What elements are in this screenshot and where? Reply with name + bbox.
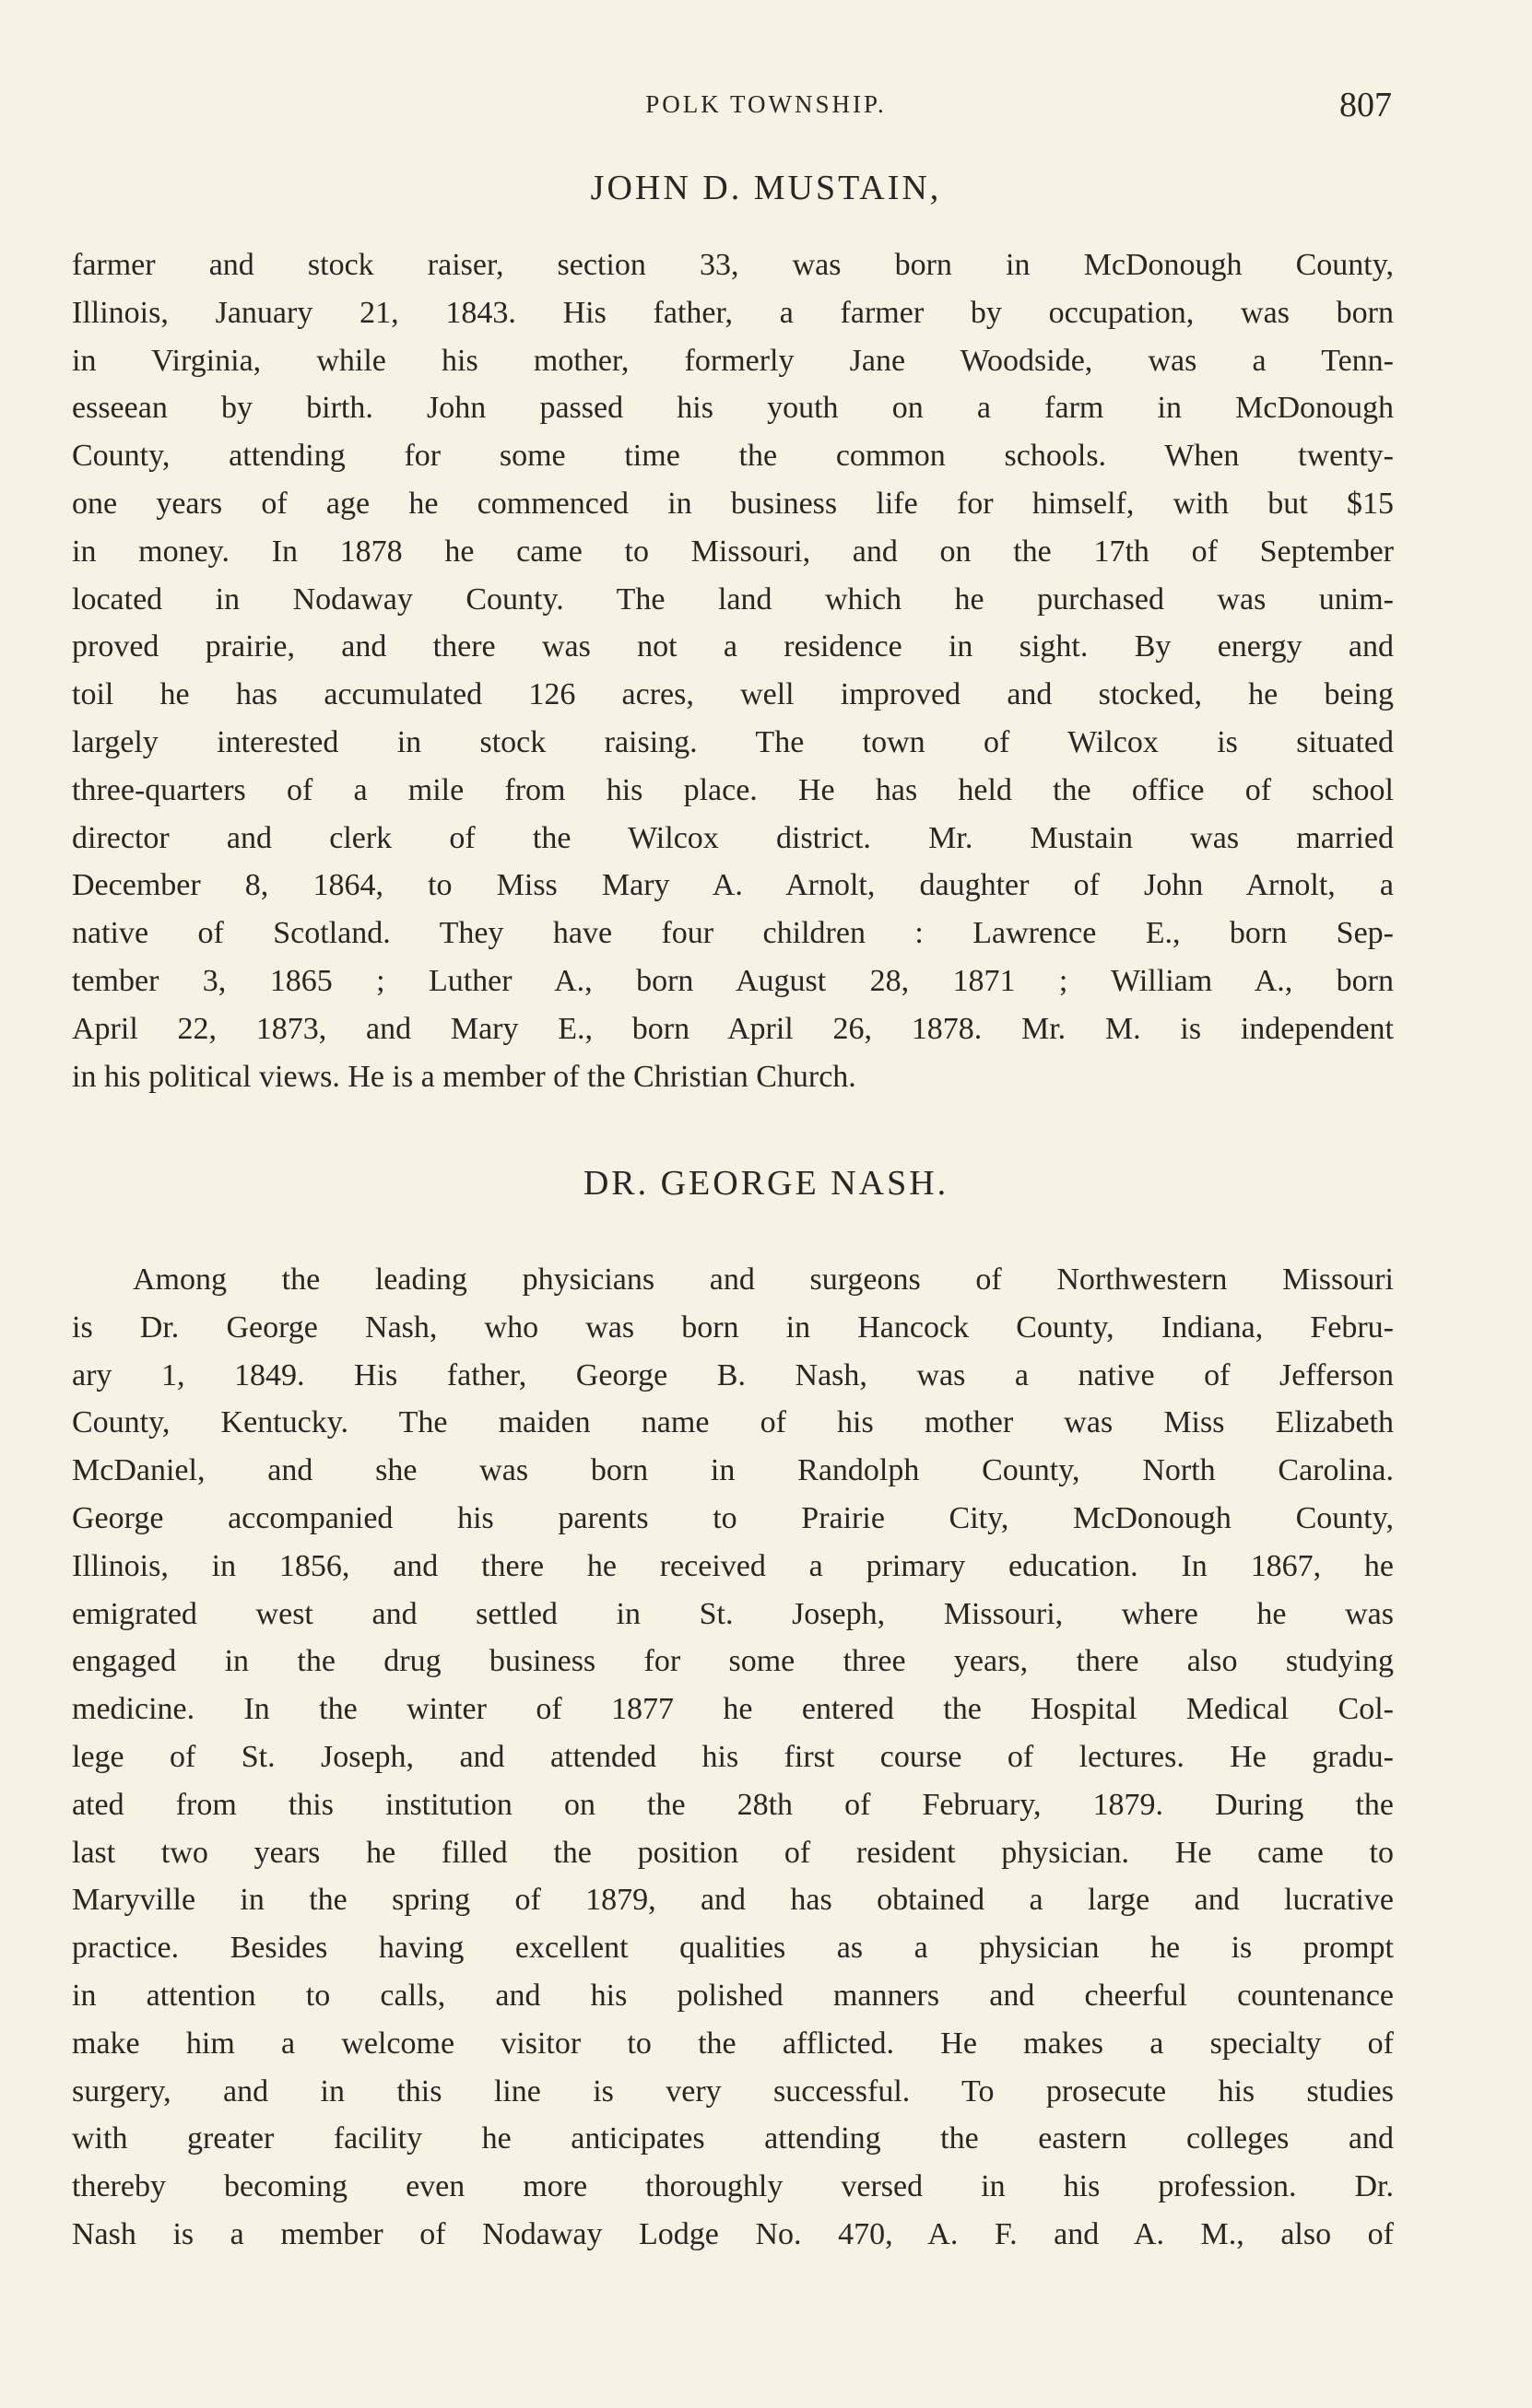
text-line: last two years he filled the position of resident physician. He came to: [72, 1835, 1394, 1870]
text-line: largely interested in stock raising. The town of Wilcox is situated: [72, 724, 1394, 759]
text-line: Illinois, in 1856, and there he received a primary education. In 1867, he: [72, 1548, 1394, 1583]
text-line: ary 1, 1849. His father, George B. Nash, was a native of Jefferson: [72, 1357, 1394, 1392]
text-line: medicine. In the winter of 1877 he entered the Hospital Medical Col-: [72, 1692, 1394, 1727]
page-number: 807: [1339, 86, 1392, 124]
section-heading-nash: DR. GEORGE NASH.: [583, 1164, 949, 1203]
text-line: director and clerk of the Wilcox district. Mr. Mustain was married: [72, 820, 1394, 855]
text-line: Maryville in the spring of 1879, and has obtained a large and lucrative: [72, 1883, 1394, 1918]
text-line: proved prairie, and there was not a residence in sight. By energy and: [72, 629, 1394, 664]
text-line: make him a welcome visitor to the afflicted. He makes a specialty of: [72, 2026, 1394, 2061]
text-line: located in Nodaway County. The land which he purchased was unim-: [72, 581, 1394, 617]
text-line: thereby becoming even more thoroughly versed in his profession. Dr.: [72, 2169, 1394, 2204]
text-line: toil he has accumulated 126 acres, well improved and stocked, he being: [72, 677, 1394, 712]
text-line: in money. In 1878 he came to Missouri, and on the 17th of September: [72, 534, 1394, 569]
running-title: POLK TOWNSHIP.: [645, 90, 887, 118]
text-line: in his political views. He is a member of the Christian Church.: [72, 1059, 856, 1094]
text-line: in attention to calls, and his polished manners and cheerful countenance: [72, 1978, 1394, 2013]
text-line: surgery, and in this line is very successful. To prosecute his studies: [72, 2073, 1394, 2108]
text-line: County, Kentucky. The maiden name of his mother was Miss Elizabeth: [72, 1405, 1394, 1440]
text-line: ated from this institution on the 28th of February, 1879. During the: [72, 1787, 1394, 1822]
text-line: esseean by birth. John passed his youth on a farm in McDonough: [72, 391, 1394, 426]
text-line: Illinois, January 21, 1843. His father, a farmer by occupation, was born: [72, 295, 1394, 330]
text-line: one years of age he commenced in business life for himself, with but $15: [72, 486, 1394, 521]
text-line: April 22, 1873, and Mary E., born April 26, 1878. Mr. M. is independent: [72, 1011, 1394, 1046]
text-line: Nash is a member of Nodaway Lodge No. 470, A. F. and A. M., also of: [72, 2216, 1394, 2251]
text-line: Among the leading physicians and surgeons of Northwestern Missouri: [133, 1263, 1394, 1297]
text-line: tember 3, 1865 ; Luther A., born August 28, 1871 ; William A., born: [72, 963, 1394, 998]
biography-nash: [72, 1256, 1394, 2259]
text-line: December 8, 1864, to Miss Mary A. Arnolt, daughter of John Arnolt, a: [72, 868, 1394, 903]
text-line: emigrated west and settled in St. Joseph, Missouri, where he was: [72, 1596, 1394, 1631]
text-line: three-quarters of a mile from his place. He has held the office of school: [72, 772, 1394, 807]
text-line: lege of St. Joseph, and attended his first course of lectures. He gradu-: [72, 1739, 1394, 1774]
text-line: engaged in the drug business for some three years, there also studying: [72, 1644, 1394, 1679]
section-heading-mustain: JOHN D. MUSTAIN,: [590, 169, 942, 207]
text-line: George accompanied his parents to Prairie City, McDonough County,: [72, 1500, 1394, 1535]
text-line: practice. Besides having excellent qualities as a physician he is prompt: [72, 1931, 1394, 1966]
running-header: [0, 85, 1532, 122]
text-line: farmer and stock raiser, section 33, was born in McDonough County,: [72, 248, 1394, 282]
text-line: with greater facility he anticipates attending the eastern colleges and: [72, 2121, 1394, 2156]
text-line: in Virginia, while his mother, formerly Jane Woodside, was a Tenn-: [72, 343, 1394, 378]
text-line: is Dr. George Nash, who was born in Hancock County, Indiana, Febru-: [72, 1310, 1394, 1345]
text-line: County, attending for some time the common schools. When twenty-: [72, 439, 1394, 474]
text-line: McDaniel, and she was born in Randolph County, North Carolina.: [72, 1453, 1394, 1488]
text-line: native of Scotland. They have four children : Lawrence E., born Sep-: [72, 916, 1394, 951]
biography-mustain: [72, 241, 1394, 1100]
